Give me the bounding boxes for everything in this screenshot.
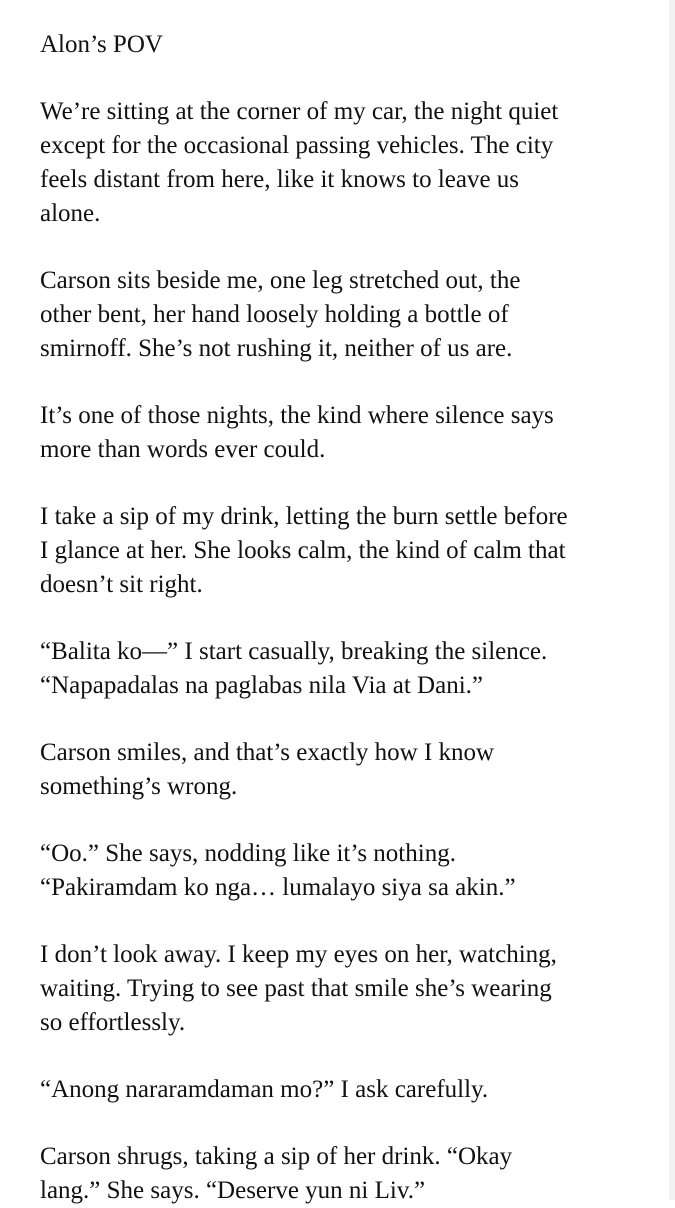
paragraph-line: except for the occasional passing vehicles. The city xyxy=(40,132,554,159)
paragraph-line: Carson smiles, and that’s exactly how I know xyxy=(40,739,495,766)
paragraph-gap xyxy=(40,467,670,500)
paragraph-line: other bent, her hand loosely holding a bottle of xyxy=(40,301,509,328)
paragraph-line: “Balita ko—” I start casually, breaking the silence. xyxy=(40,638,548,665)
paragraph xyxy=(40,95,670,231)
paragraph-line: Carson sits beside me, one leg stretched out, the xyxy=(40,267,521,294)
paragraph xyxy=(40,1140,670,1208)
paragraph-line: I take a sip of my drink, letting the burn settle before xyxy=(40,503,568,530)
paragraph xyxy=(40,264,670,366)
paragraph xyxy=(40,500,670,602)
paragraph-gap xyxy=(40,602,670,635)
paragraph-line: something’s wrong. xyxy=(40,773,238,800)
paragraph-line: Carson shrugs, taking a sip of her drink. “Okay xyxy=(40,1143,513,1170)
paragraph xyxy=(40,736,670,804)
paragraph-gap xyxy=(40,804,670,837)
paragraph-line: “Napapadalas na paglabas nila Via at Dani.” xyxy=(40,672,483,699)
pov-heading: Alon’s POV xyxy=(40,31,163,58)
paragraph-line: “Oo.” She says, nodding like it’s nothing. xyxy=(40,840,456,867)
paragraph-gap xyxy=(40,366,670,399)
paragraph-line: waiting. Trying to see past that smile she’s wearing xyxy=(40,975,552,1002)
paragraph xyxy=(40,399,670,467)
paragraph xyxy=(40,938,670,1040)
paragraph-line: more than words ever could. xyxy=(40,436,326,463)
paragraph xyxy=(40,837,670,905)
paragraph-line: It’s one of those nights, the kind where silence says xyxy=(40,402,554,429)
paragraph-gap xyxy=(40,1040,670,1073)
paragraph-gap xyxy=(40,905,670,938)
paragraph xyxy=(40,635,670,703)
paragraph-gap xyxy=(40,703,670,736)
paragraph-line: doesn’t sit right. xyxy=(40,571,203,598)
paragraph-line: so effortlessly. xyxy=(40,1009,186,1036)
paragraph-line: We’re sitting at the corner of my car, the night quiet xyxy=(40,98,559,125)
paragraph-line: lang.” She says. “Deserve yun ni Liv.” xyxy=(40,1177,426,1204)
paragraph-line: I don’t look away. I keep my eyes on her, watching, xyxy=(40,941,557,968)
paragraph-gap xyxy=(40,62,670,95)
paragraph-gap xyxy=(40,231,670,264)
document-text xyxy=(40,28,670,1208)
scrollbar-track[interactable] xyxy=(669,0,675,1200)
paragraph-line: feels distant from here, like it knows to leave us xyxy=(40,166,520,193)
paragraph xyxy=(40,1073,670,1107)
paragraph-line: alone. xyxy=(40,200,101,227)
paragraph-line: I glance at her. She looks calm, the kind of calm that xyxy=(40,537,566,564)
paragraph-line: smirnoff. She’s not rushing it, neither of us are. xyxy=(40,335,513,362)
paragraph-gap xyxy=(40,1107,670,1140)
paragraph-line: “Anong nararamdaman mo?” I ask carefully. xyxy=(40,1076,489,1103)
paragraph-line: “Pakiramdam ko nga… lumalayo siya sa akin.” xyxy=(40,874,516,901)
